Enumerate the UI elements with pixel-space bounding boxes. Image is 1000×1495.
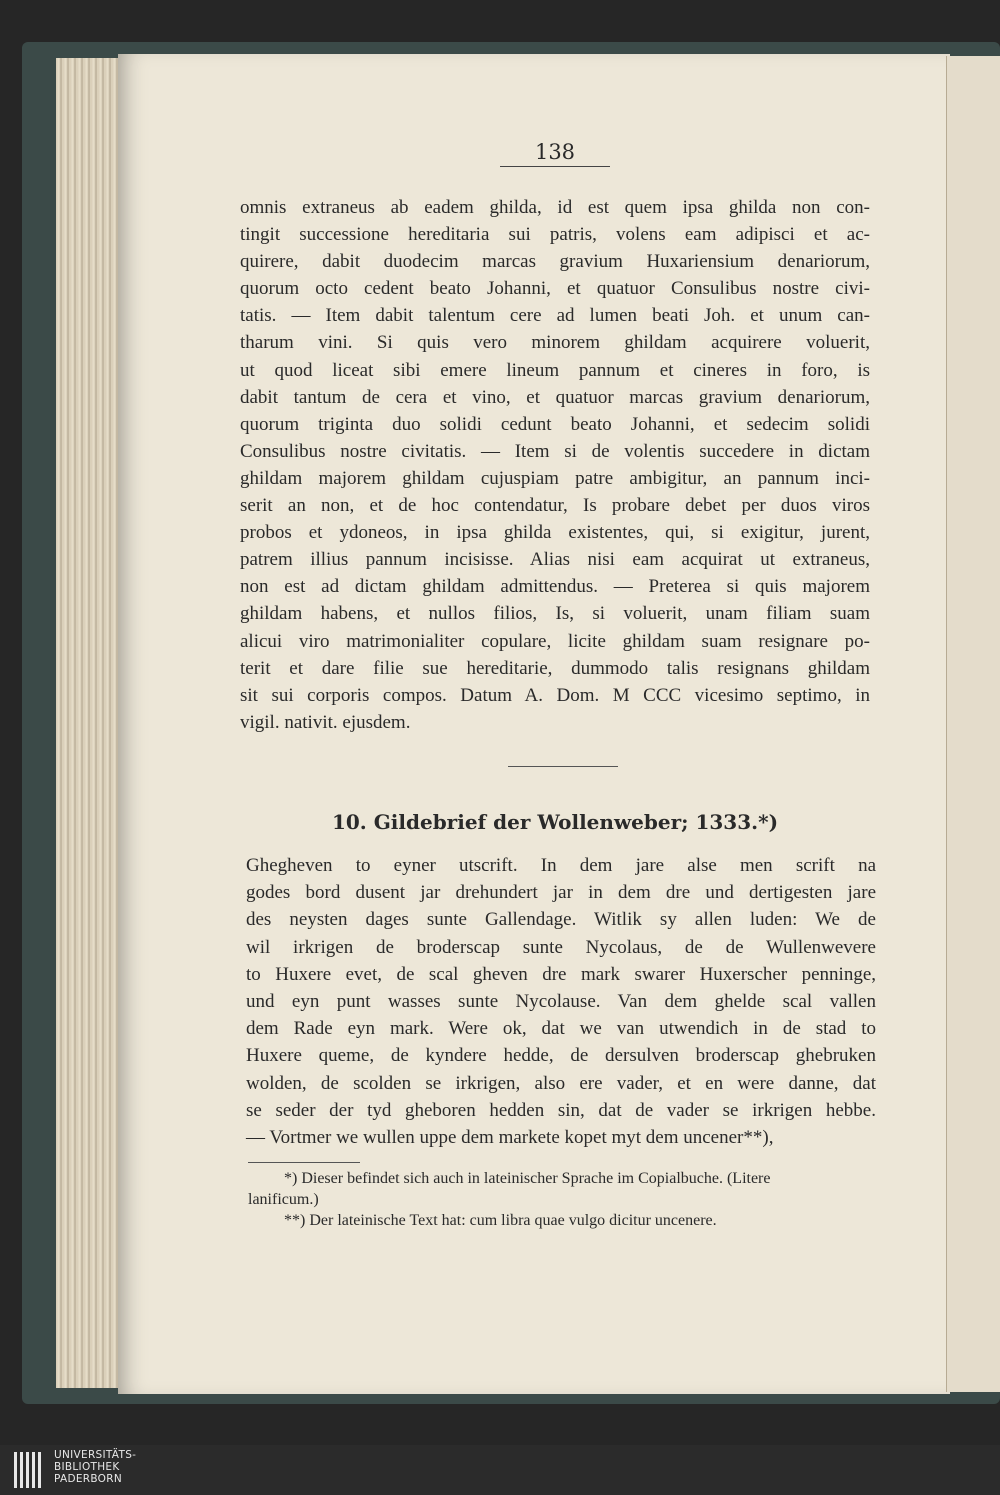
section-text-block: [246, 852, 876, 1151]
text-line: vigil. nativit. ejusdem.: [240, 711, 411, 733]
footnotes-block: [248, 1168, 878, 1231]
page-number: 138: [534, 140, 576, 164]
text-line: quorum octo cedent beato Johanni, et quatuor Consulibus nostre civi-: [240, 278, 870, 300]
text-line: godes bord dusent jar drehundert jar in dem dre und dertigesten jare: [246, 882, 876, 904]
library-bars-icon: [12, 1450, 46, 1490]
page-edges: [56, 58, 126, 1388]
text-line: Ghegheven to eyner utscrift. In dem jare alse men scrift na: [246, 855, 876, 876]
text-line: Consulibus nostre civitatis. — Item si de volentis succedere in dictam: [240, 440, 870, 462]
facing-page-edge: [946, 56, 1000, 1392]
text-line: serit an non, et de hoc contendatur, Is probare debet per duos viros: [240, 495, 870, 517]
footnote-rule: [248, 1162, 360, 1163]
text-line: tatis. — Item dabit talentum cere ad lumen beati Joh. et unum can-: [240, 305, 870, 327]
text-line: — Vortmer we wullen uppe dem markete kopet myt dem uncener**),: [246, 1127, 774, 1149]
text-line: probos et ydoneos, in ipsa ghilda existentes, qui, si exigitur, jurent,: [240, 522, 870, 544]
library-name-line-3: PADERBORN: [54, 1473, 122, 1485]
text-line: patrem illius pannum incisisse. Alias nisi eam acquirat ut extraneus,: [240, 549, 870, 571]
text-line: wolden, de scolden se irkrigen, also ere vader, et en were danne, dat: [246, 1072, 876, 1094]
text-line: quorum triginta duo solidi cedunt beato Johanni, et sedecim solidi: [240, 413, 870, 435]
text-line: terit et dare filie sue hereditarie, dummodo talis resignans ghildam: [240, 657, 870, 679]
section-divider: [508, 766, 618, 767]
library-name-line-2: BIBLIOTHEK: [54, 1461, 120, 1473]
text-line: sit sui corporis compos. Datum A. Dom. M CCC vicesimo septimo, in: [240, 684, 870, 706]
text-line: tharum vini. Si quis vero minorem ghildam acquirere voluerit,: [240, 332, 870, 354]
text-line: dem Rade eyn mark. Were ok, dat we van utwendich in de stad to: [246, 1018, 876, 1040]
library-name: [54, 1449, 136, 1485]
text-line: ut quod liceat sibi emere lineum pannum et cineres in foro, is: [240, 359, 870, 381]
section-heading: 10. Gildebrief der Wollenweber; 1333.*): [331, 810, 779, 834]
text-line: tingit successione hereditaria sui patris, volens eam adipisci et ac-: [240, 224, 870, 246]
footnote-2: **) Der lateinische Text hat: cum libra quae vulgo dicitur uncenere.: [284, 1212, 717, 1229]
text-line: ghildam habens, et nullos filios, Is, si voluerit, unam filiam suam: [240, 603, 870, 625]
page-number-block: [500, 140, 610, 167]
library-name-line-1: UNIVERSITÄTS-: [54, 1449, 137, 1461]
footnote-1-line-2: lanificum.): [248, 1191, 319, 1208]
text-line: to Huxere evet, de scal gheven dre mark swarer Huxerscher penninge,: [246, 963, 876, 985]
page-number-rule: [500, 166, 610, 167]
text-line: Huxere queme, de kyndere hedde, de dersulven broderscap ghebruken: [246, 1045, 876, 1067]
main-text-block: [240, 194, 870, 736]
text-line: non est ad dictam ghildam admittendus. — Preterea si quis majorem: [240, 576, 870, 598]
text-line: und eyn punt wasses sunte Nycolause. Van dem ghelde scal vallen: [246, 991, 876, 1013]
text-line: des neysten dages sunte Gallendage. Witlik sy allen luden: We de: [246, 909, 876, 931]
text-line: se seder der tyd gheboren hedden sin, dat de vader se irkrigen hebbe.: [246, 1099, 876, 1121]
text-line: dabit tantum de cera et vino, et quatuor marcas gravium denariorum,: [240, 386, 870, 408]
text-line: wil irkrigen de broderscap sunte Nycolaus, de de Wullenwevere: [246, 936, 876, 958]
text-line: ghildam majorem ghildam cujuspiam patre ambigitur, an pannum inci-: [240, 467, 870, 489]
text-line: quirere, dabit duodecim marcas gravium Huxariensium denariorum,: [240, 251, 870, 273]
text-line: omnis extraneus ab eadem ghilda, id est quem ipsa ghilda non con-: [240, 197, 870, 218]
footnote-1-line-1: *) Dieser befindet sich auch in lateinischer Sprache im Copialbuche. (Litere: [284, 1170, 771, 1187]
library-footer: [0, 1445, 1000, 1495]
text-line: alicui viro matrimonialiter copulare, licite ghildam suam resignare po-: [240, 630, 870, 652]
